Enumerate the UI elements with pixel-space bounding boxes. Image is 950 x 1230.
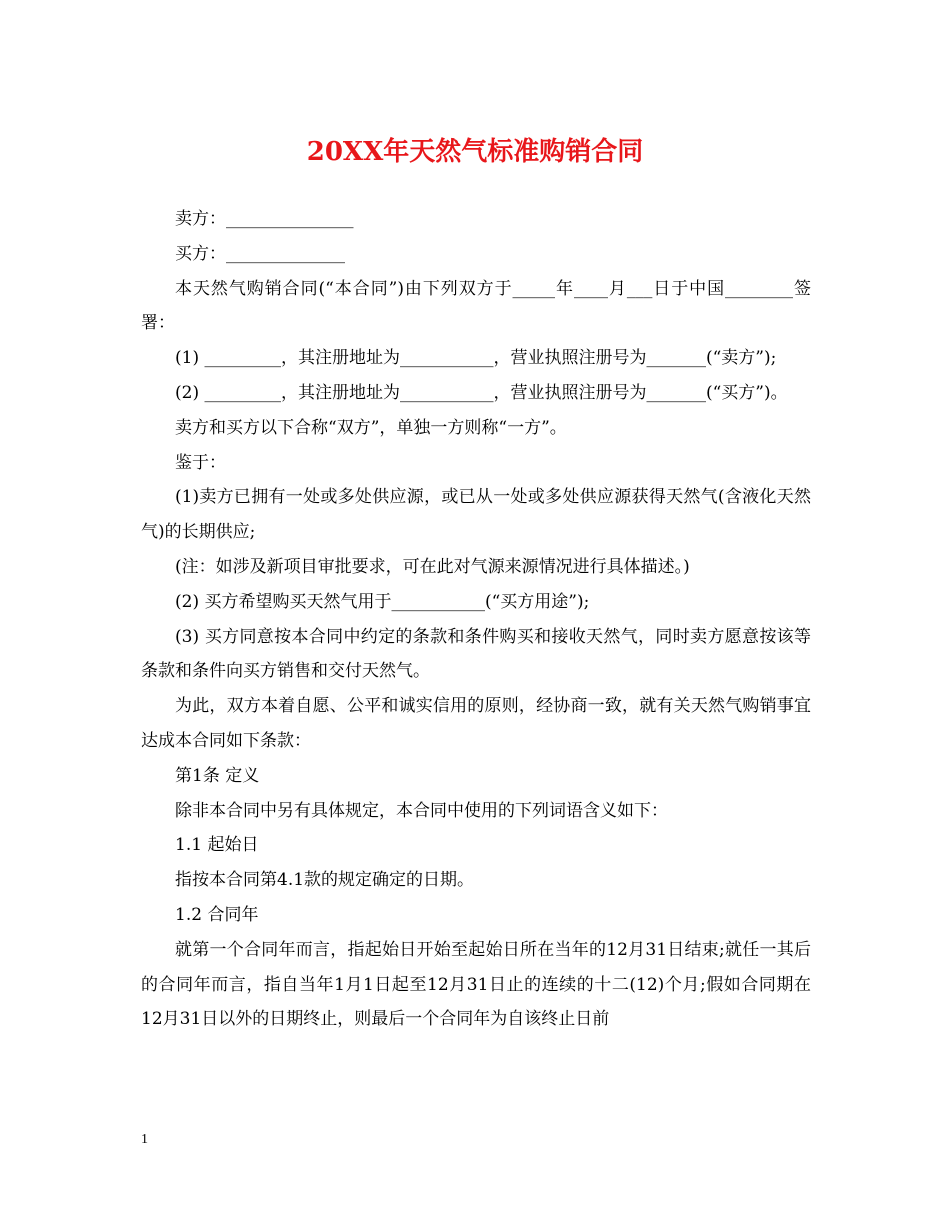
paragraph-definitions-intro: 除非本合同中另有具体规定，本合同中使用的下列词语含义如下： xyxy=(175,800,668,821)
paragraph-buyer: 买方：______________ xyxy=(175,243,345,264)
paragraph-1-1: 指按本合同第4.1款的规定确定的日期。 xyxy=(175,870,475,891)
heading-1-1: 1.1 起始日 xyxy=(175,835,259,856)
paragraph-whereas-3: (3) 买方同意按本合同中约定的条款和条件购买和接收天然气，同时卖方愿意按该等条款和条件向买方销售和交付天然气。 xyxy=(141,626,811,682)
heading-1-2: 1.2 合同年 xyxy=(175,904,259,925)
paragraph-note: (注：如涉及新项目审批要求，可在此对气源来源情况进行具体描述。) xyxy=(175,556,690,577)
paragraph-whereas: 鉴于： xyxy=(175,452,226,473)
paragraph-therefore: 为此，双方本着自愿、公平和诚实信用的原则，经协商一致，就有关天然气购销事宜达成本合同如下条款： xyxy=(141,696,811,751)
paragraph-parties-definition: 卖方和买方以下合称“双方”，单独一方则称“一方”。 xyxy=(175,417,567,438)
paragraph-party-2: (2) _________，其注册地址为___________，营业执照注册号为_______(“买方”)。 xyxy=(175,382,788,403)
document-body xyxy=(141,202,811,1037)
paragraph-seller: 卖方：_______________ xyxy=(175,209,354,229)
paragraph-1-2: 就第一个合同年而言，指起始日开始至起始日所在当年的12月31日结束;就任一其后的合同年而言，指自当年1月1日起至12月31日止的连续的十二(12)个月;假如合同期在12月31日以外的日期终止，则最后一个合同年为自该终止日前 xyxy=(141,939,811,1030)
document-title: 20XX年天然气标准购销合同 xyxy=(306,137,644,167)
paragraph-whereas-2: (2) 买方希望购买天然气用于___________(“买方用途”); xyxy=(175,591,590,612)
paragraph-party-1: (1) _________，其注册地址为___________，营业执照注册号为_______(“卖方”); xyxy=(175,348,777,369)
paragraph-intro: 本天然气购销合同(“本合同”)由下列双方于_____年____月___日于中国________签署： xyxy=(141,278,811,334)
heading-article-1: 第1条 定义 xyxy=(175,765,260,786)
page-number: 1 xyxy=(141,1132,148,1147)
paragraph-whereas-1: (1)卖方已拥有一处或多处供应源，或已从一处或多处供应源获得天然气(含液化天然气)的长期供应; xyxy=(141,487,811,543)
